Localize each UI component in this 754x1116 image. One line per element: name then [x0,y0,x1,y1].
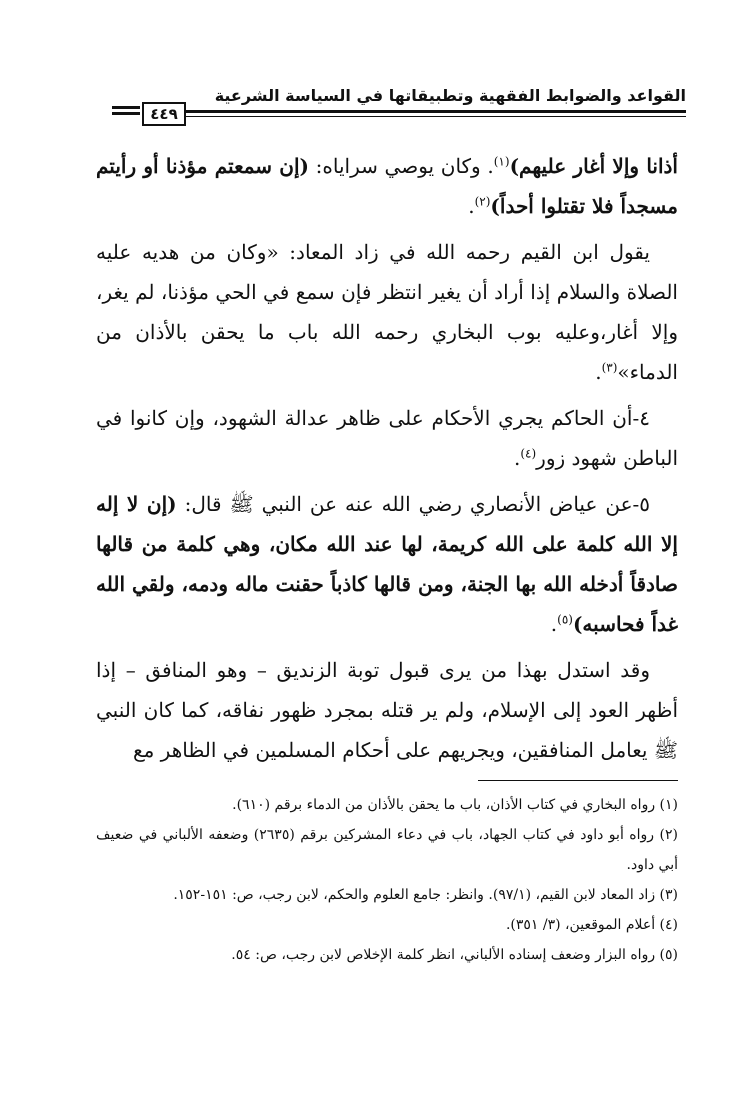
paragraph-text: . [550,612,558,636]
paragraph-text: . [513,446,521,470]
page-number: ٤٤٩ [142,102,186,126]
footnote: (٤) أعلام الموقعين، (٣/ ٣٥١). [505,917,678,933]
running-header [112,86,686,130]
hadith-quote: أذانا وإلا أغار عليهم) [509,154,678,178]
paragraph [96,146,678,226]
paragraph-text: يقول ابن القيم رحمه الله في زاد المعاد: «وكان من هديه عليه الصلاة والسلام إذا أراد أن يغير انتظر فإن سمع في الحي مؤذنا، لم يغر، وإلا أغار،وعليه بوب البخاري رحمه الله باب ما يحقن بالأذان من الدماء» [96,240,678,384]
footnote-divider [478,780,678,781]
footnote: (٣) زاد المعاد لابن القيم، (٩٧/١). وانظر: جامع العلوم والحكم، لابن رجب، ص: ١٥١-١٥٢. [173,887,678,903]
footnote-ref: (٤) [520,446,537,461]
paragraph-text: وقد استدل بهذا من يرى قبول توبة الزنديق – وهو المنافق – إذا أظهر العود إلى الإسلام، ولم ير قتله بمجرد ظهور نفاقه، كما كان النبي ﷺ يعامل المنافقين، ويجريهم على أحكام المسلمين في الظاهر مع [96,658,678,762]
footnote-ref: (٢) [474,194,491,209]
page-number-ornament [112,106,140,120]
header-rule-thick [184,110,686,113]
header-rule-thin [184,116,686,117]
footnote-ref: (٣) [601,360,618,375]
footnote-ref: (٥) [557,612,573,627]
running-header-title: القواعد والضوابط الفقهية وتطبيقاتها في السياسة الشرعية [214,86,686,105]
footnotes [96,790,678,970]
footnote: (٥) رواه البزار وضعف إسناده الألباني، انظر كلمة الإخلاص لابن رجب، ص: ٥٤. [231,947,678,963]
footnote-ref: (١) [493,154,510,169]
hadith-quote: (إن لا إله إلا الله كلمة على الله كريمة، لها عند الله مكان، وهي كلمة من قالها صادقاً أدخله الله بها الجنة، ومن قالها كاذباً حقنت ماله ودمه، ولقي الله غداً فحاسبه) [96,492,678,636]
paragraph [96,650,678,770]
paragraph-text: . وكان يوصي سراياه: [309,154,494,178]
paragraph-text: . [595,360,602,384]
paragraph [96,398,678,478]
paragraph-text: ٥-عن عياض الأنصاري رضي الله عنه عن النبي ﷺ قال: [176,492,651,516]
main-text [96,146,678,776]
paragraph [96,232,678,392]
paragraph-text: ٤-أن الحاكم يجري الأحكام على ظاهر عدالة الشهود، وإن كانوا في الباطن شهود زور [96,406,678,470]
footnote: (٢) رواه أبو داود في كتاب الجهاد، باب في دعاء المشركين برقم (٢٦٣٥) وضعفه الألباني في ضعيف أبي داود. [96,827,678,873]
paragraph-text: . [468,194,475,218]
footnote: (١) رواه البخاري في كتاب الأذان، باب ما يحقن بالأذان من الدماء برقم (٦١٠). [232,797,678,813]
paragraph [96,484,678,644]
hadith-quote: (إن سمعتم مؤذنا أو رأيتم مسجداً فلا تقتلوا أحداً) [96,154,678,218]
